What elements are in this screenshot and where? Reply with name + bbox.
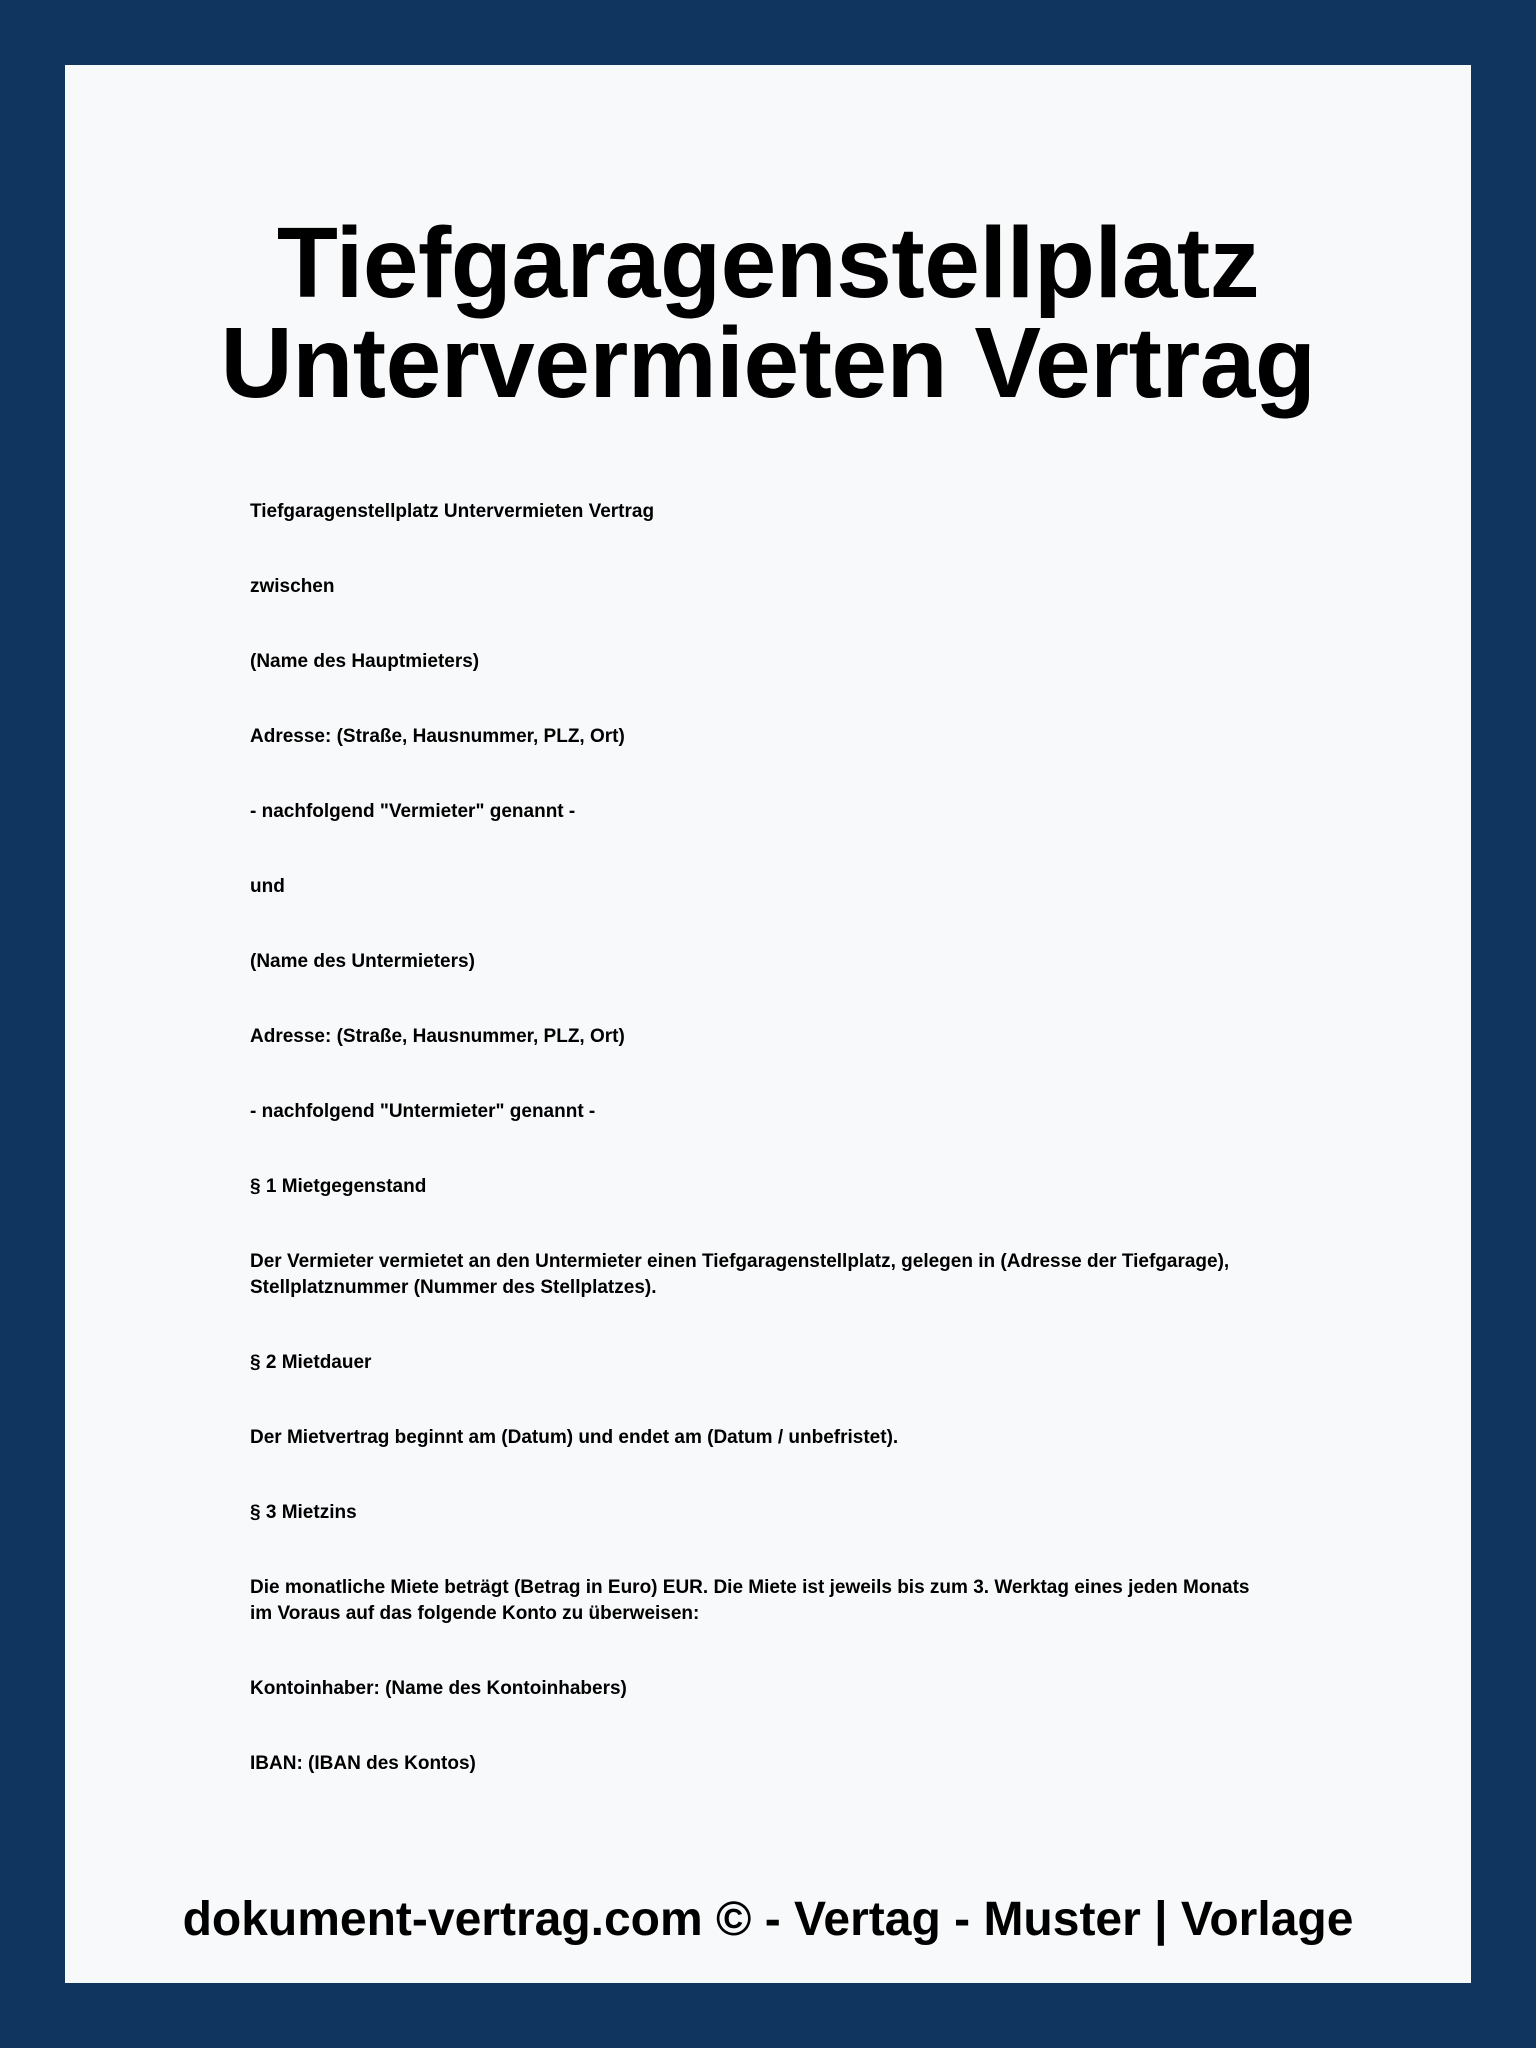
footer-watermark: dokument-vertrag.com © - Vertag - Muster | Vorlage (182, 1893, 1354, 1946)
main-tenant-name: (Name des Hauptmieters) (250, 651, 480, 672)
main-tenant-address: Adresse: (Straße, Hausnummer, PLZ, Ort) (250, 726, 625, 747)
and-label: und (250, 876, 285, 897)
contract-heading: Tiefgaragenstellplatz Untervermieten Vertrag (250, 501, 655, 522)
document-title-line-1: Tiefgaragenstellplatz (276, 207, 1260, 319)
document-title (65, 207, 1471, 419)
between-label: zwischen (250, 576, 335, 597)
section-3-text: Die monatliche Miete beträgt (Betrag in Euro) EUR. Die Miete ist jeweils bis zum 3. Werktag eines jeden Monats im Voraus auf das folgende Konto zu überweisen: (250, 1577, 1250, 1624)
section-1-text: Der Vermieter vermietet an den Untermieter einen Tiefgaragenstellplatz, gelegen in (Adresse der Tiefgarage), Stellplatznummer (Nummer des Stellplatzes). (250, 1251, 1230, 1298)
document-body (250, 499, 1260, 1826)
subtenant-address: Adresse: (Straße, Hausnummer, PLZ, Ort) (250, 1026, 625, 1047)
document-page (65, 65, 1471, 1983)
section-2-text: Der Mietvertrag beginnt am (Datum) und endet am (Datum / unbefristet). (250, 1427, 899, 1448)
subtenant-designation: - nachfolgend "Untermieter" genannt - (250, 1101, 596, 1122)
account-holder: Kontoinhaber: (Name des Kontoinhabers) (250, 1678, 627, 1699)
document-title-line-2: Untervermieten Vertrag (220, 307, 1316, 419)
landlord-designation: - nachfolgend "Vermieter" genannt - (250, 801, 576, 822)
iban: IBAN: (IBAN des Kontos) (250, 1753, 476, 1774)
section-2-heading: § 2 Mietdauer (250, 1352, 372, 1373)
subtenant-name: (Name des Untermieters) (250, 951, 475, 972)
section-3-heading: § 3 Mietzins (250, 1502, 357, 1523)
section-1-heading: § 1 Mietgegenstand (250, 1176, 427, 1197)
